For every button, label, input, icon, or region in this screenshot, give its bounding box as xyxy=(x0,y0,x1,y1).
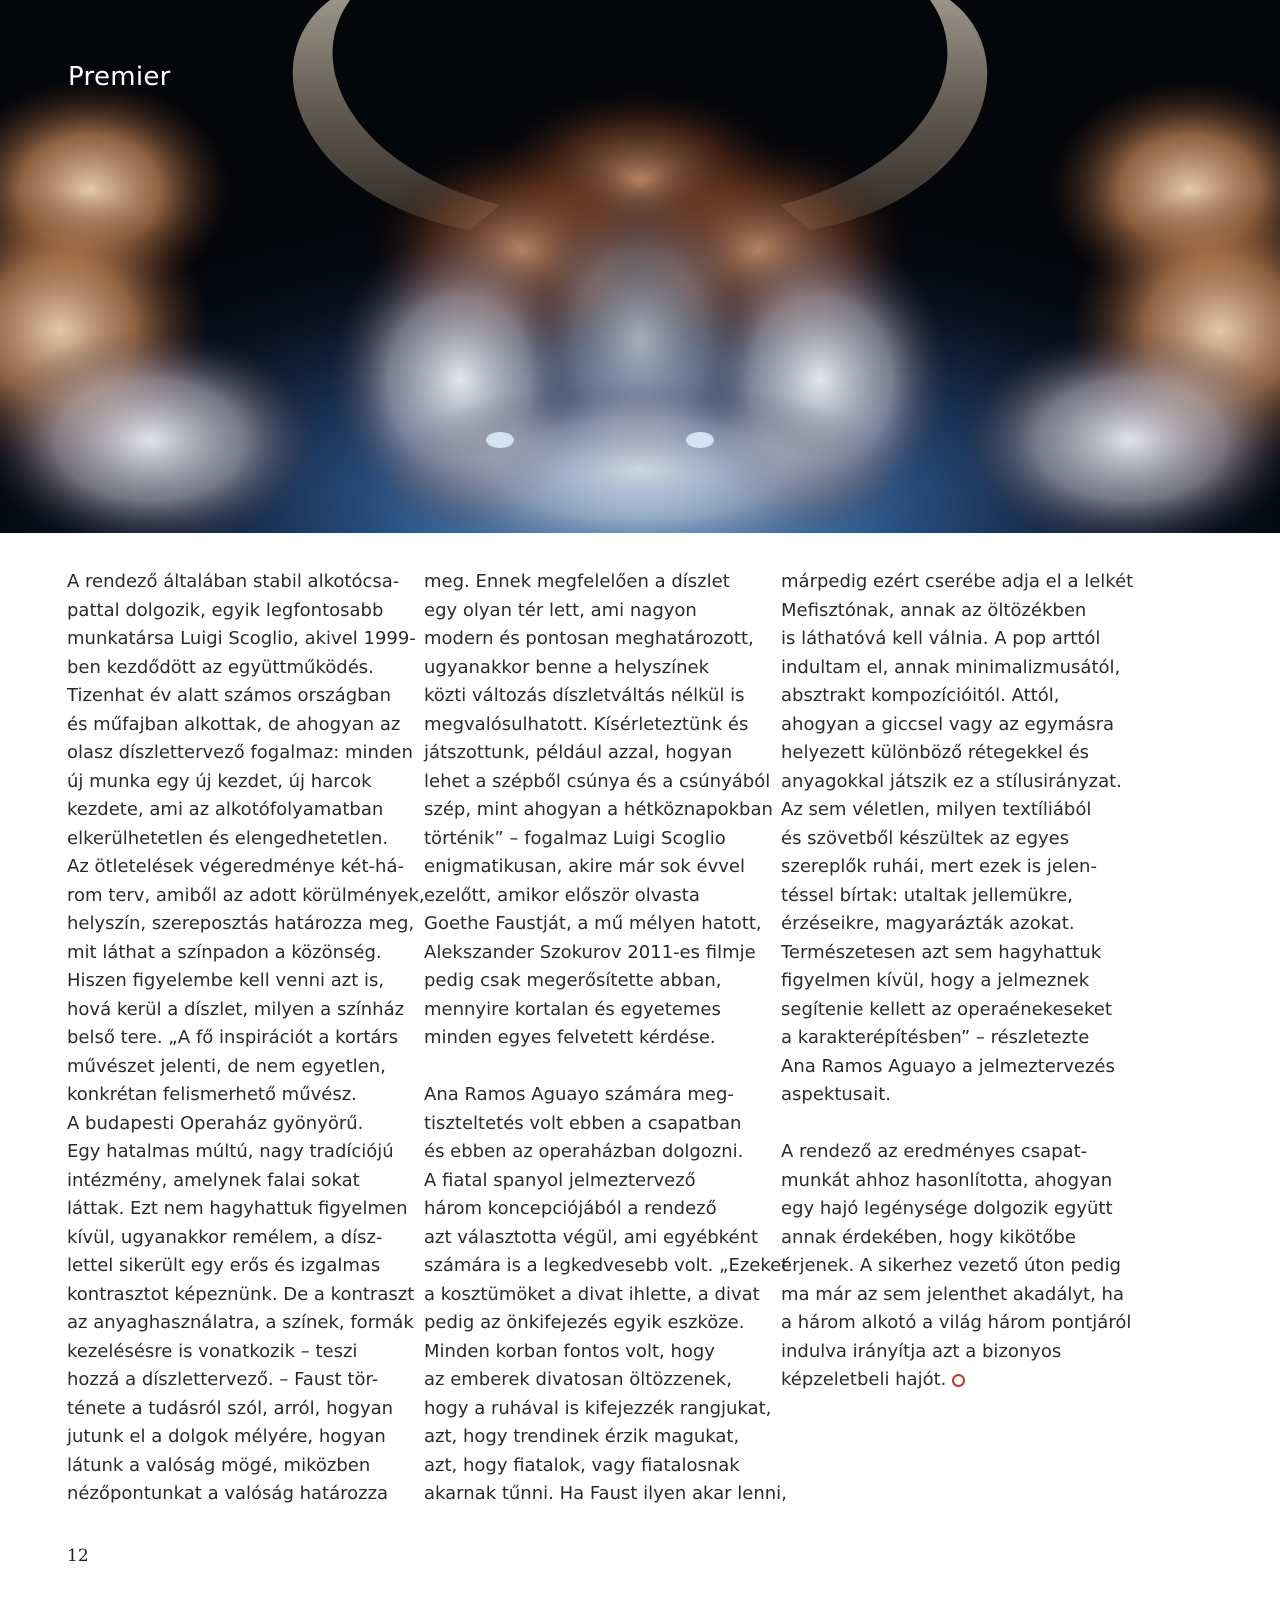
text-line: az emberek divatosan öltözzenek, xyxy=(424,1369,732,1390)
text-line: kontrasztot képeznünk. De a kontraszt xyxy=(67,1283,415,1305)
text-line: szép, mint ahogyan a hétköznapokban xyxy=(424,799,773,820)
text-line: Az sem véletlen, milyen textíliából xyxy=(781,799,1092,820)
text-line: egy olyan tér lett, ami nagyon xyxy=(424,599,697,621)
text-line: érzéseikre, magyarázták azokat. xyxy=(781,913,1075,934)
text-line: a kosztümöket a divat ihlette, a divat xyxy=(424,1283,760,1305)
text-line: belső tere. „A fő inspirációt a kortárs xyxy=(67,1027,399,1048)
text-line: téssel bírtak: utaltak jellemükre, xyxy=(781,884,1073,906)
text-line: játszottunk, például azzal, hogyan xyxy=(424,742,733,763)
text-line: ahogyan a giccsel vagy az egymásra xyxy=(781,713,1115,735)
text-line: pedig csak megerősítette abban, xyxy=(424,970,722,991)
text-line: annak érdekében, hogy kikötőbe xyxy=(781,1226,1076,1248)
text-line: segítenie kellett az operaénekeseket xyxy=(781,998,1112,1020)
text-line: nézőpontunkat a valóság határozza xyxy=(67,1483,389,1504)
text-line: és ebben az operaházban dolgozni. xyxy=(424,1141,744,1162)
text-line: jutunk el a dolgok mélyére, hogyan xyxy=(67,1426,386,1447)
text-line: modern és pontosan meghatározott, xyxy=(424,628,754,649)
text-line: figyelmen kívül, hogy a jelmeznek xyxy=(781,970,1090,991)
text-line: helyszín, szereposztás határozza meg, xyxy=(67,913,415,934)
text-line: egy hajó legénysége dolgozik együtt xyxy=(781,1198,1113,1219)
text-line: rom terv, amiből az adott körülmények, xyxy=(67,884,425,906)
text-line: indulva irányítja azt a bizonyos xyxy=(781,1340,1062,1362)
text-line: hová kerül a díszlet, milyen a színház xyxy=(67,998,405,1020)
text-line: új munka egy új kezdet, új harcok xyxy=(67,770,372,792)
text-line: helyezett különböző rétegekkel és xyxy=(781,742,1090,763)
text-line: enigmatikusan, akire már sok évvel xyxy=(424,856,746,877)
text-line: Goethe Faustját, a mű mélyen hatott, xyxy=(424,913,762,934)
text-line: Ana Ramos Aguayo a jelmeztervezés xyxy=(781,1055,1115,1077)
article-column-1 xyxy=(67,568,425,1509)
text-line: márpedig ezért cserébe adja el a lelkét xyxy=(781,571,1134,592)
text-line: mit láthat a színpadon a közönség. xyxy=(67,941,382,963)
paragraph-break xyxy=(424,1053,759,1082)
text-line: is láthatóvá kell válnia. A pop arttól xyxy=(781,628,1101,649)
text-line: hogy a ruhával is kifejezzék rangjukat, xyxy=(424,1397,772,1419)
text-line: három koncepciójából a rendező xyxy=(424,1198,717,1219)
text-line: kezdete, ami az alkotófolyamatban xyxy=(67,799,384,820)
text-line: A rendező általában stabil alkotócsa- xyxy=(67,571,400,592)
text-line: Egy hatalmas múltú, nagy tradíciójú xyxy=(67,1141,394,1162)
text-line: aspektusait. xyxy=(781,1084,891,1105)
text-line: azt, hogy fiatalok, vagy fiatalosnak xyxy=(424,1454,740,1476)
text-line: absztrakt kompozícióitól. Attól, xyxy=(781,685,1060,706)
text-line: ben kezdődött az együttműködés. xyxy=(67,656,374,678)
text-line: intézmény, amelynek falai sokat xyxy=(67,1169,360,1191)
section-label: Premier xyxy=(68,62,171,92)
text-line: Mefisztónak, annak az öltözékben xyxy=(781,599,1087,621)
text-line: láttak. Ezt nem hagyhattuk figyelmen xyxy=(67,1198,408,1219)
text-line: pattal dolgozik, egyik legfontosabb xyxy=(67,599,384,621)
text-line: A budapesti Operaház gyönyörű. xyxy=(67,1112,364,1134)
smoke-faces-illustration xyxy=(0,0,1280,533)
text-line: ma már az sem jelenthet akadályt, ha xyxy=(781,1283,1124,1305)
text-line: munkatársa Luigi Scoglio, akivel 1999- xyxy=(67,628,416,649)
text-line: indultam el, annak minimalizmusától, xyxy=(781,656,1121,678)
text-line: közti változás díszletváltás nélkül is xyxy=(424,685,745,706)
text-line: képzeletbeli hajót. xyxy=(781,1366,1116,1395)
article-column-3 xyxy=(781,568,1134,1395)
text-line: látunk a valóság mögé, miközben xyxy=(67,1454,371,1476)
text-line: ezelőtt, amikor először olvasta xyxy=(424,884,700,906)
text-line: lettel sikerült egy erős és izgalmas xyxy=(67,1255,381,1276)
text-line: Természetesen azt sem hagyhattuk xyxy=(781,941,1102,963)
text-line: olasz díszlettervező fogalmaz: minden xyxy=(67,742,413,763)
text-line: a karakterépítésben” – részletezte xyxy=(781,1027,1090,1048)
text-line: Ana Ramos Aguayo számára meg- xyxy=(424,1084,734,1105)
text-line: ténete a tudásról szól, arról, hogyan xyxy=(67,1397,394,1419)
text-line: azt választotta végül, ami egyébként xyxy=(424,1226,759,1248)
text-line: Alekszander Szokurov 2011-es filmje xyxy=(424,941,756,963)
text-line: történik” – fogalmaz Luigi Scoglio xyxy=(424,827,726,849)
paragraph-break xyxy=(781,1110,1116,1139)
text-line: és műfajban alkottak, de ahogyan az xyxy=(67,713,401,735)
article-column-2 xyxy=(424,568,789,1509)
text-line: konkrétan felismerhető művész. xyxy=(67,1084,357,1105)
text-line: Hiszen figyelembe kell venni azt is, xyxy=(67,970,385,991)
text-line: művészet jelenti, de nem egyetlen, xyxy=(67,1055,386,1077)
text-line: és szövetből készültek az egyes xyxy=(781,827,1070,849)
text-line: a három alkotó a világ három pontjáról xyxy=(781,1312,1132,1333)
text-line: Minden korban fontos volt, hogy xyxy=(424,1340,715,1362)
end-of-article-icon xyxy=(952,1374,965,1387)
text-line: akarnak tűnni. Ha Faust ilyen akar lenni, xyxy=(424,1483,787,1504)
text-line: anyagokkal játszik ez a stílusirányzat. xyxy=(781,770,1122,792)
hero-image xyxy=(0,0,1280,533)
text-line: minden egyes felvetett kérdése. xyxy=(424,1027,716,1048)
text-line: hozzá a díszlettervező. – Faust tör- xyxy=(67,1369,379,1390)
text-line: lehet a szépből csúnya és a csúnyából xyxy=(424,770,771,792)
text-line: elkerülhetetlen és elengedhetetlen. xyxy=(67,827,389,849)
text-line: mennyire kortalan és egyetemes xyxy=(424,998,721,1020)
text-line: meg. Ennek megfelelően a díszlet xyxy=(424,571,730,592)
text-line: érjenek. A sikerhez vezető úton pedig xyxy=(781,1255,1121,1276)
text-line: azt, hogy trendinek érzik magukat, xyxy=(424,1426,740,1447)
text-line: Az ötletelések végeredménye két-há- xyxy=(67,856,404,877)
text-line: munkát ahhoz hasonlította, ahogyan xyxy=(781,1169,1113,1191)
text-line: számára is a legkedvesebb volt. „Ezeket xyxy=(424,1255,789,1276)
text-line: ugyanakkor benne a helyszínek xyxy=(424,656,710,678)
text-line: megvalósulhatott. Kísérleteztünk és xyxy=(424,713,749,735)
text-line: szereplők ruhái, mert ezek is jelen- xyxy=(781,856,1097,877)
text-line: Tizenhat év alatt számos országban xyxy=(67,685,391,706)
text-line: az anyaghasználatra, a színek, formák xyxy=(67,1312,414,1333)
text-line: kezelésésre is vonatkozik – teszi xyxy=(67,1340,358,1362)
text-line: pedig az önkifejezés egyik eszköze. xyxy=(424,1312,745,1333)
text-line: A fiatal spanyol jelmeztervező xyxy=(424,1169,696,1191)
page-number: 12 xyxy=(67,1546,89,1566)
text-line: kívül, ugyanakkor remélem, a dísz- xyxy=(67,1226,383,1248)
text-line: A rendező az eredményes csapat- xyxy=(781,1141,1088,1162)
text-line: tiszteltetés volt ebben a csapatban xyxy=(424,1112,742,1134)
